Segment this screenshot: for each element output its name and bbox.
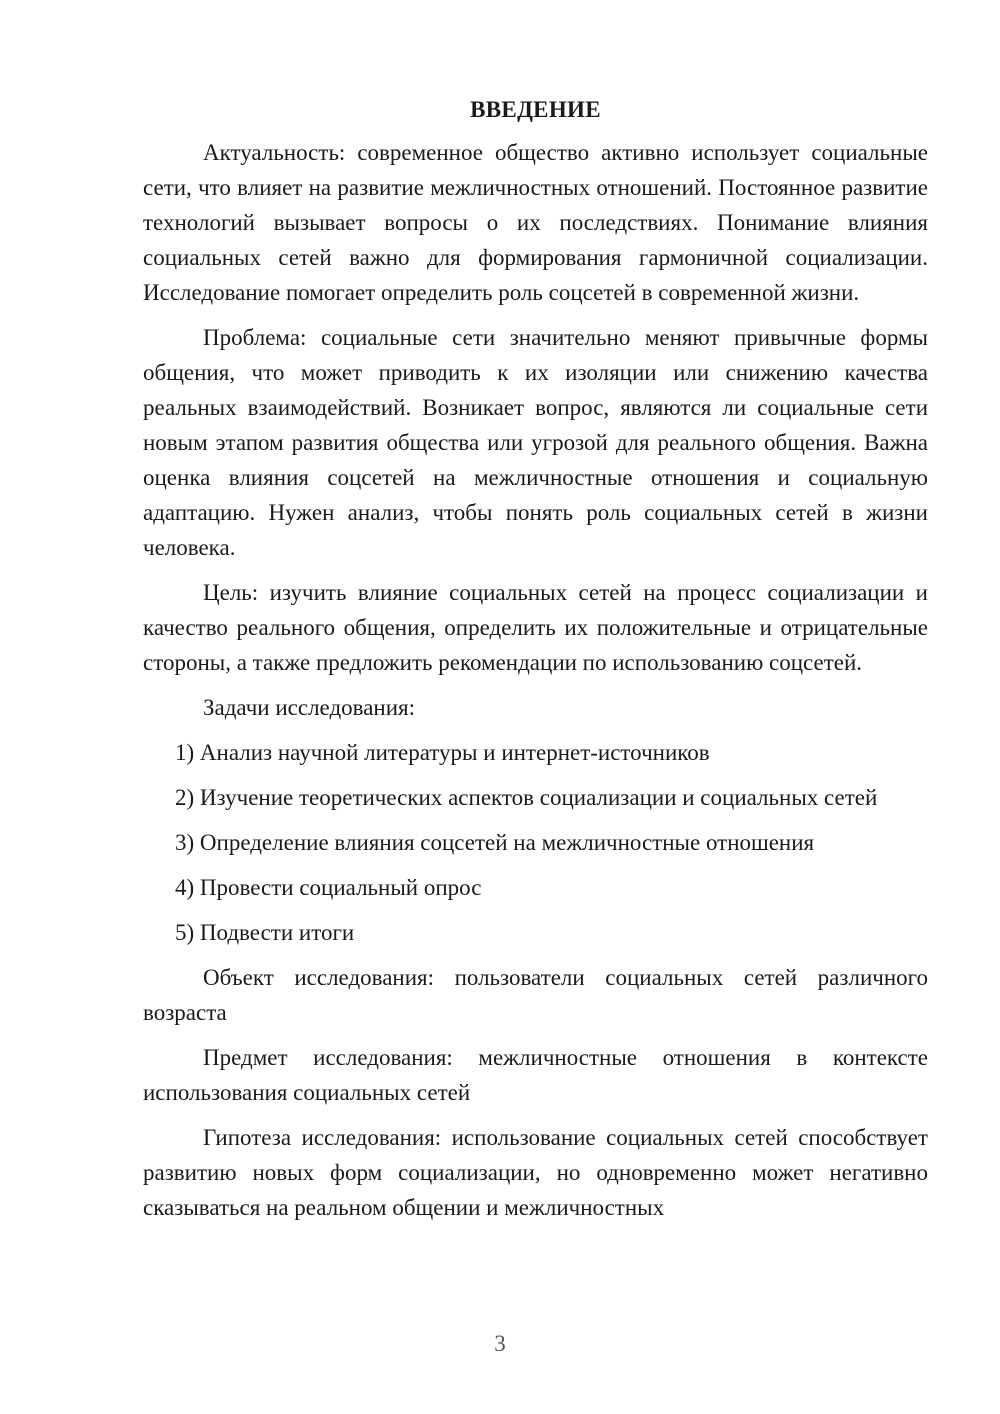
list-item: 4) Провести социальный опрос (175, 875, 482, 900)
subject-paragraph: Предмет исследования: межличностные отношения в контексте использования социальных сетей (143, 1045, 928, 1105)
list-item: 2) Изучение теоретических аспектов социализации и социальных сетей (175, 785, 878, 810)
hypothesis-paragraph: Гипотеза исследования: использование социальных сетей способствует развитию новых форм социализации, но одновременно может негативно сказываться на реальном общении и межличностных (143, 1125, 928, 1220)
tasks-list (143, 735, 928, 950)
goal-paragraph: Цель: изучить влияние социальных сетей на процесс социализации и качество реального общения, определить их положительные и отрицательные стороны, а также предложить рекомендации по использованию соцсетей. (143, 580, 928, 675)
list-item: 3) Определение влияния соцсетей на межличностные отношения (175, 830, 815, 855)
object-paragraph: Объект исследования: пользователи социальных сетей различного возраста (143, 965, 928, 1025)
problem-paragraph: Проблема: социальные сети значительно меняют привычные формы общения, что может приводить к их изоляции или снижению качества реальных взаимодействий. Возникает вопрос, являются ли социальные сети новым этапом развития общества или угрозой для реального общения. Важна оценка влияния соцсетей на межличностные отношения и социальную адаптацию. Нужен анализ, чтобы понять роль социальных сетей в жизни человека. (143, 325, 928, 560)
tasks-label: Задачи исследования: (203, 695, 416, 720)
list-item: 5) Подвести итоги (175, 920, 355, 945)
page-number: 3 (494, 1331, 506, 1356)
list-item: 1) Анализ научной литературы и интернет-источников (175, 740, 710, 765)
relevance-paragraph: Актуальность: современное общество активно использует социальные сети, что влияет на развитие межличностных отношений. Постоянное развитие технологий вызывает вопросы о их последствиях. Понимание влияния социальных сетей важно для формирования гармоничной социализации. Исследование помогает определить роль соцсетей в современной жизни. (143, 140, 928, 305)
section-heading: ВВЕДЕНИЕ (470, 97, 601, 122)
page-content (143, 92, 928, 1235)
